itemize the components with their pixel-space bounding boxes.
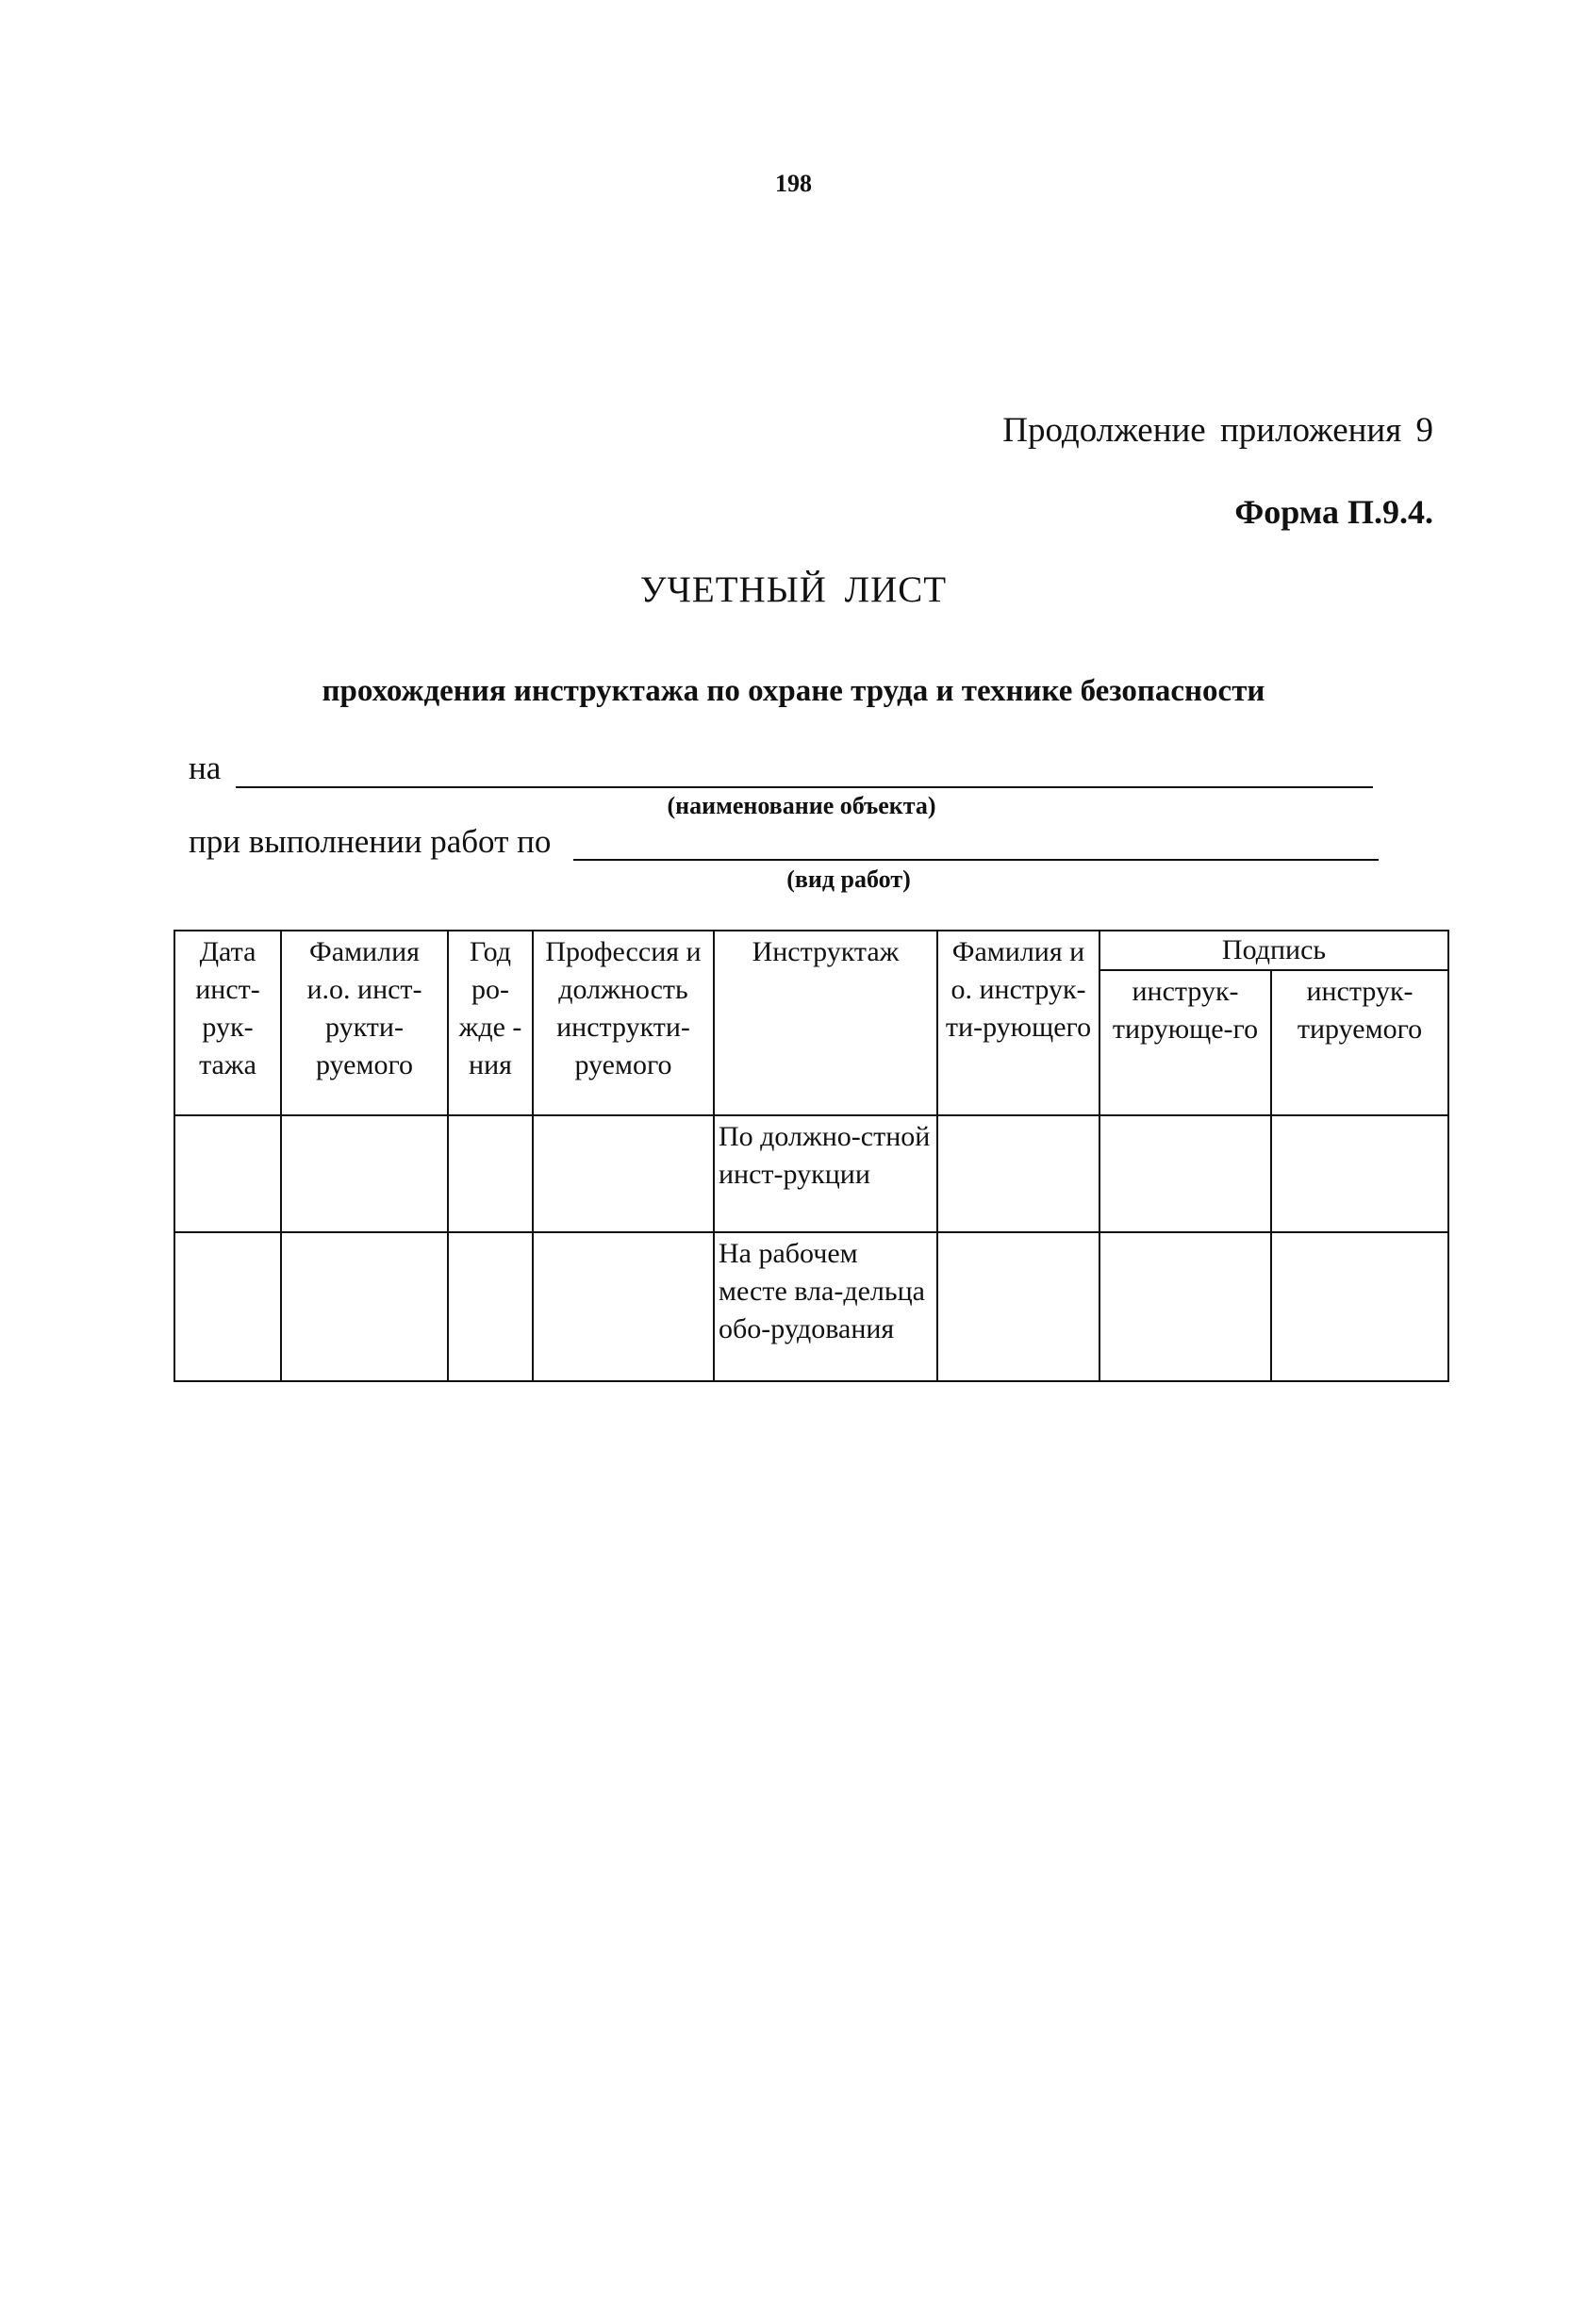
header-trainee-name: Фамилия и.о. инст-рукти-руемого xyxy=(281,931,448,1115)
form-number: Форма П.9.4. xyxy=(1234,493,1433,531)
work-field-line[interactable] xyxy=(573,859,1379,861)
header-date: Дата инст-рук-тажа xyxy=(174,931,281,1115)
cell-date[interactable] xyxy=(174,1232,281,1381)
cell-signature-instructor[interactable] xyxy=(1099,1232,1271,1381)
header-birth-year: Год ро-жде - ния xyxy=(448,931,533,1115)
cell-trainee-name[interactable] xyxy=(281,1232,448,1381)
header-signature: Подпись xyxy=(1099,931,1448,970)
cell-signature-instructor[interactable] xyxy=(1099,1115,1271,1232)
appendix-continuation: Продолжение приложения 9 xyxy=(1002,411,1433,450)
cell-date[interactable] xyxy=(174,1115,281,1232)
cell-profession[interactable] xyxy=(533,1232,714,1381)
cell-trainee-name[interactable] xyxy=(281,1115,448,1232)
cell-instructor-name[interactable] xyxy=(937,1115,1099,1232)
document-title: УЧЕТНЫЙ ЛИСТ xyxy=(639,569,948,610)
header-signature-instructor: инструк-тирующе-го xyxy=(1099,970,1271,1115)
cell-signature-trainee[interactable] xyxy=(1271,1115,1448,1232)
header-signature-trainee: инструк-тируемого xyxy=(1271,970,1448,1115)
cell-signature-trainee[interactable] xyxy=(1271,1232,1448,1381)
cell-profession[interactable] xyxy=(533,1115,714,1232)
page-number: 198 xyxy=(775,170,812,197)
instruction-record-table xyxy=(174,930,1449,1382)
cell-instruction: На рабочем месте вла-дельца обо-рудования xyxy=(714,1232,937,1381)
header-instruction: Инструктаж xyxy=(714,931,937,1115)
object-field-line[interactable] xyxy=(236,786,1373,788)
table-header-row xyxy=(174,931,1448,970)
table-row xyxy=(174,1115,1448,1232)
cell-birth-year[interactable] xyxy=(448,1232,533,1381)
table-row xyxy=(174,1232,1448,1381)
work-field-hint: (вид работ) xyxy=(786,865,911,893)
cell-birth-year[interactable] xyxy=(448,1115,533,1232)
cell-instructor-name[interactable] xyxy=(937,1232,1099,1381)
object-field-label: на xyxy=(189,750,222,786)
header-instructor-name: Фамилия и о. инструк-ти-рующего xyxy=(937,931,1099,1115)
cell-instruction: По должно-стной инст-рукции xyxy=(714,1115,937,1232)
document-subtitle: прохождения инструктажа по охране труда и технике безопасности xyxy=(322,674,1265,708)
work-field-label: при выполнении работ по xyxy=(189,823,552,860)
object-field-hint: (наименование объекта) xyxy=(667,792,936,819)
header-profession: Профессия и должность инструкти-руемого xyxy=(533,931,714,1115)
